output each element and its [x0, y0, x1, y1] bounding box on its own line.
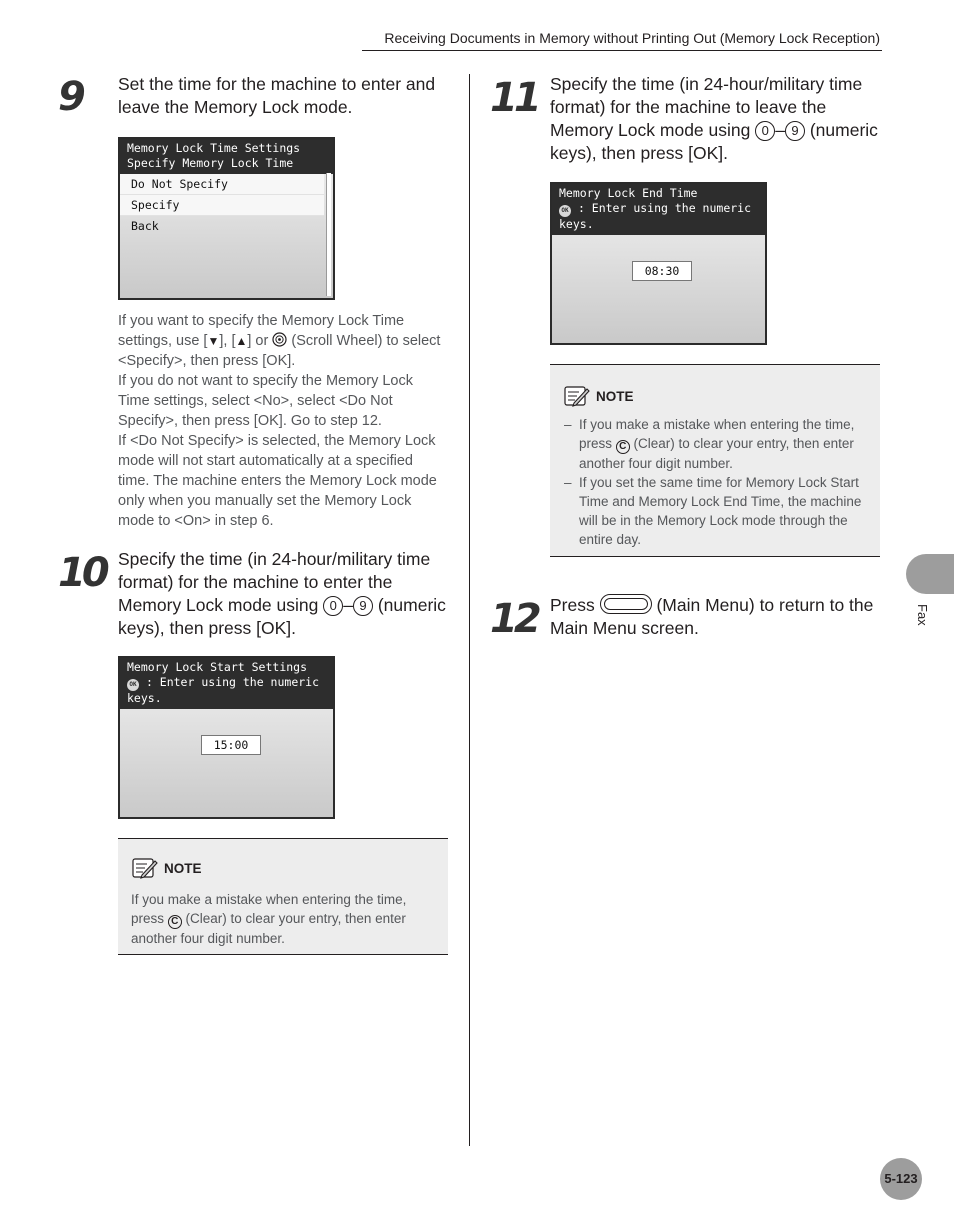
memory-lock-time-settings-screen [118, 137, 335, 300]
up-arrow-key-icon: ▲ [235, 334, 248, 348]
option-do-not-specify[interactable]: Do Not Specify [120, 174, 324, 195]
running-header: Receiving Documents in Memory without Printing Out (Memory Lock Reception) [384, 30, 880, 46]
memory-lock-start-settings-screen [118, 656, 335, 819]
header-rule [362, 50, 882, 51]
option-specify[interactable]: Specify [120, 195, 324, 216]
numeric-key-9-icon: 9 [353, 596, 373, 616]
start-time-input[interactable]: 15:00 [201, 735, 261, 755]
screen-title: Memory Lock Start Settings [127, 660, 308, 674]
note-item: – If you set the same time for Memory Lock Start Time and Memory Lock End Time, the machine will be in the Memory Lock mode through the entire day. [564, 474, 862, 547]
step-12-text: Press (Main Menu) to return to the Main Menu screen. [550, 595, 874, 638]
step-10-text: Specify the time (in 24-hour/military time format) for the machine to enter the Memory Lock mode using 0 – 9 (numeric keys), then press [OK]. [118, 549, 446, 638]
numeric-key-0-icon: 0 [755, 121, 775, 141]
numeric-key-0-icon: 0 [323, 596, 343, 616]
memory-lock-end-time-screen [550, 182, 767, 345]
column-divider [469, 74, 470, 1146]
pencil-note-icon [132, 857, 158, 879]
down-arrow-key-icon: ▼ [207, 334, 220, 348]
screen-header [120, 658, 333, 709]
ok-key-icon: OK [559, 205, 571, 217]
step-11-number: 11 [490, 75, 538, 121]
step-9-para-3: If <Do Not Specify> is selected, the Memory Lock mode will not start automatically at a specified time. The machine enters the Memory Lock mode only when you manually set the Memory Lock mode to <On> in step 6. [118, 433, 437, 529]
chapter-tab-label: Fax [915, 604, 930, 626]
note-heading: NOTE [132, 857, 202, 879]
screen-title: Memory Lock End Time [559, 186, 698, 200]
clear-key-icon: C [168, 915, 182, 929]
main-menu-key-icon [600, 594, 652, 614]
screen-subtitle: OK : Enter using the numeric keys. [559, 201, 752, 231]
step-12-number: 12 [490, 596, 538, 642]
step-9-instructions [118, 311, 448, 531]
screen-header [120, 139, 333, 174]
step-10-note [118, 838, 448, 955]
step-11-text: Specify the time (in 24-hour/military time format) for the machine to leave the Memory Lock mode using 0 – 9 (numeric keys), then press [OK]. [550, 74, 878, 163]
step-9-number: 9 [58, 74, 82, 120]
screen-header [552, 184, 765, 235]
option-back[interactable]: Back [131, 219, 159, 233]
screen-scrollbar [326, 173, 331, 296]
clear-key-icon: C [616, 440, 630, 454]
note-heading: NOTE [564, 385, 634, 407]
step-9-para-1: If you want to specify the Memory Lock Time settings, use [▼], [▲] or (Scroll Wheel) to select <Specify>, then press [OK]. [118, 313, 441, 369]
screen-subtitle: Specify Memory Lock Time [127, 156, 294, 170]
pencil-note-icon [564, 385, 590, 407]
note-text: If you make a mistake when entering the time, press C (Clear) to clear your entry, then enter another four digit number. [131, 892, 407, 946]
scroll-wheel-icon [272, 332, 287, 347]
numeric-key-9-icon: 9 [785, 121, 805, 141]
step-11-note [550, 364, 880, 557]
step-9-para-2: If you do not want to specify the Memory Lock Time settings, select <No>, select <Do Not Specify>, then press [OK]. Go to step 12. [118, 373, 413, 429]
screen-title: Memory Lock Time Settings [127, 141, 301, 155]
chapter-tab [906, 554, 954, 594]
screen-subtitle: OK : Enter using the numeric keys. [127, 675, 320, 705]
step-9-text: Set the time for the machine to enter and leave the Memory Lock mode. [118, 74, 436, 117]
note-item: – If you make a mistake when entering the time, press C (Clear) to clear your entry, then enter another four digit number. [564, 417, 855, 471]
end-time-input[interactable]: 08:30 [632, 261, 692, 281]
page-number: 5-123 [880, 1158, 922, 1200]
note-list [564, 415, 869, 549]
step-10-number: 10 [58, 550, 106, 596]
ok-key-icon: OK [127, 679, 139, 691]
